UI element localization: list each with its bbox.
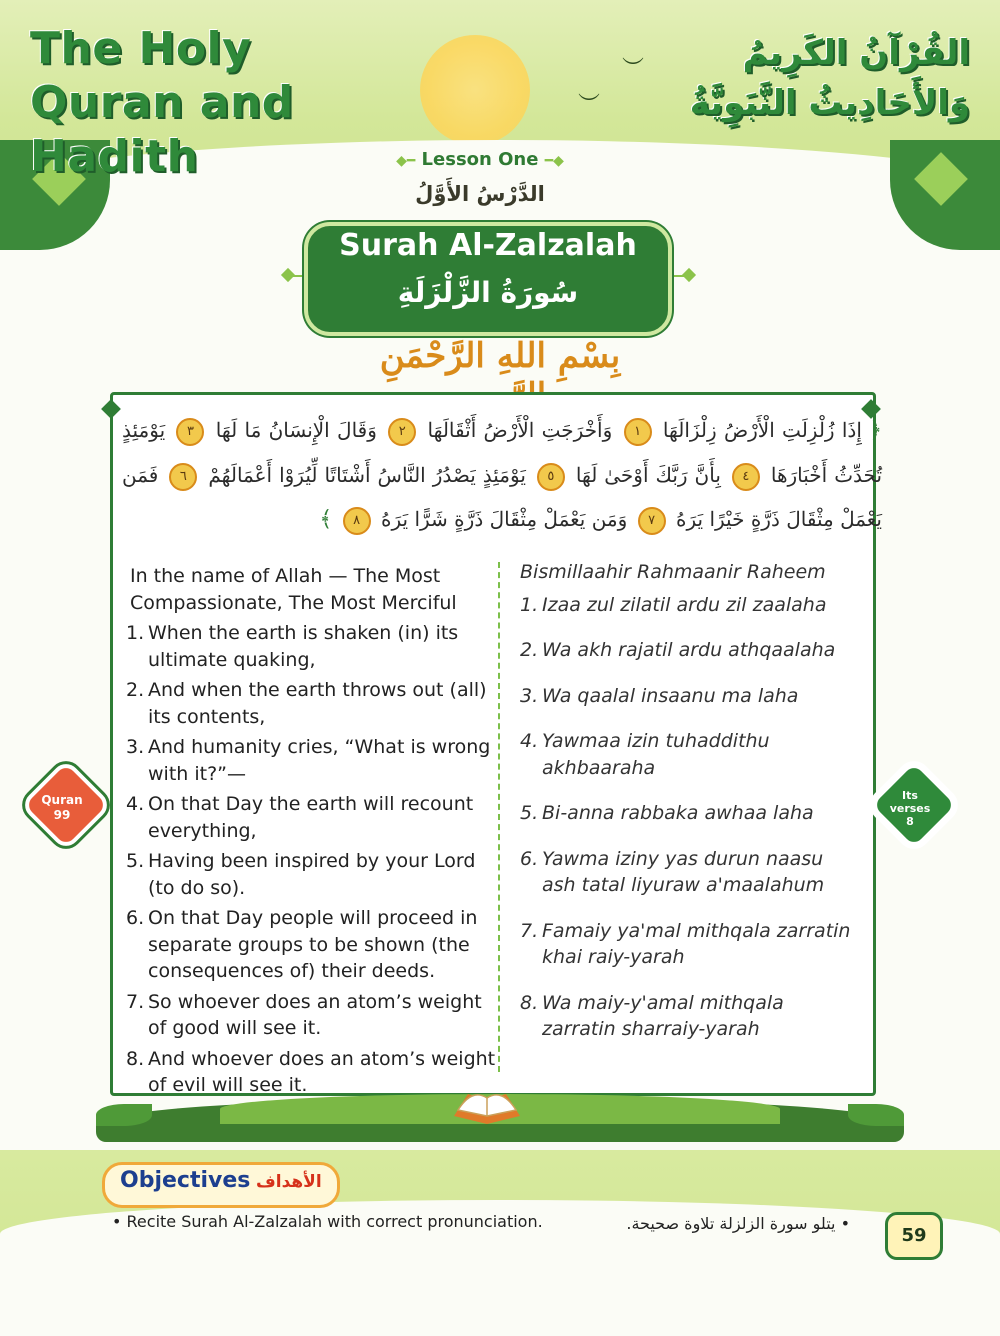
ayah-number: ٧ — [638, 507, 666, 535]
item-text: Having been inspired by your Lord (to do so). — [148, 850, 476, 899]
verse-text: يَوْمَئِذٍ تُحَدِّثُ أَخْبَارَهَا — [122, 418, 883, 487]
list-item — [126, 677, 496, 730]
quran-book-icon — [446, 1080, 528, 1124]
item-text: So whoever does an atom’s weight of good will see it. — [148, 990, 482, 1039]
item-number: 8. — [520, 991, 539, 1014]
list-item — [520, 990, 860, 1043]
verse-text: فَمَن يَعْمَلْ مِثْقَالَ ذَرَّةٍ خَيْرًا يَرَهُ — [122, 463, 882, 531]
objective-item-en: • Recite Surah Al-Zalzalah with correct pronunciation. — [112, 1212, 543, 1231]
item-number: 2. — [126, 679, 145, 701]
list-item — [520, 592, 860, 619]
ayah-number: ٦ — [169, 463, 197, 491]
english-translation — [126, 563, 496, 1099]
list-item — [520, 918, 860, 971]
item-text: When the earth is shaken (in) its ultimate quaking, — [148, 622, 459, 671]
ornament-icon: ﴿ — [869, 418, 883, 443]
verse-text: وَقَالَ الْإِنسَانُ مَا لَهَا — [215, 418, 377, 442]
list-item — [520, 728, 860, 781]
item-text: Wa qaalal insaanu ma laha — [542, 684, 799, 707]
book-title-en: The Holy Quran and Hadith — [30, 23, 294, 182]
list-item — [126, 620, 496, 673]
item-number: 6. — [520, 847, 539, 870]
verse-text: بِأَنَّ رَبَّكَ أَوْحَىٰ لَهَا — [575, 463, 721, 487]
item-text: Yawma iziny yas durun naasu ash tatal liyuraw a'maalahum — [542, 847, 825, 896]
verse-text: وَأَخْرَجَتِ الْأَرْضُ أَثْقَالَهَا — [427, 418, 613, 442]
transliteration-intro: Bismillaahir Rahmaanir Raheem — [520, 561, 826, 583]
verse-text: إِذَا زُلْزِلَتِ الْأَرْضُ زِلْزَالَهَا — [662, 418, 862, 442]
item-number: 1. — [520, 593, 539, 616]
ornament-icon: ◆━ — [396, 153, 416, 169]
ayah-number: ٣ — [176, 418, 204, 446]
ornament-icon: ﴾ — [319, 507, 333, 532]
objectives-label-ar: الأهداف — [256, 1172, 322, 1192]
surah-number-badge-text: Quran 99 — [41, 793, 83, 822]
item-number: 5. — [126, 850, 145, 872]
item-text: On that Day people will proceed in separate groups to be shown (the consequences of) their deeds. — [148, 907, 478, 982]
star-icon — [914, 152, 968, 206]
list-item — [126, 848, 496, 901]
transliteration — [520, 559, 860, 1043]
list-item — [520, 683, 860, 710]
list-item — [126, 905, 496, 985]
ayah-number: ٨ — [343, 507, 371, 535]
item-number: 7. — [126, 990, 145, 1013]
item-text: Famaiy ya'mal mithqala zarratin khai raiy-yarah — [542, 919, 851, 968]
surah-title-ar: سُورَةُ الزَّلْزَلَةِ — [397, 276, 579, 309]
list-item — [520, 800, 860, 827]
item-text: Izaa zul zilatil ardu zil zaalaha — [542, 593, 827, 616]
item-number: 3. — [520, 684, 539, 707]
item-text: And when the earth throws out (all) its contents, — [148, 679, 487, 728]
objective-item-ar: • يتلو سورة الزلزلة تلاوة صحيحة. — [626, 1214, 850, 1233]
translation-intro: In the name of Allah — The Most Compassionate, The Most Merciful — [130, 565, 457, 614]
item-text: Wa akh rajatil ardu athqaalaha — [542, 639, 836, 661]
list-item — [126, 734, 496, 787]
bird-icon: ︶ — [622, 57, 645, 82]
book-title-ar: القُرْآنُ الكَرِيمُ وَالأَحَادِيثُ النَّبَوِيَّةُ — [689, 33, 970, 123]
list-item — [520, 637, 860, 664]
item-text: Yawmaa izin tuhaddithu akhbaaraha — [542, 730, 770, 779]
leaf-icon — [96, 1104, 152, 1126]
item-text: And humanity cries, “What is wrong with it?”— — [148, 736, 491, 785]
item-number: 3. — [126, 736, 145, 758]
verse-count-badge-text: Its verses 8 — [889, 789, 931, 828]
list-item — [126, 989, 496, 1042]
item-text: And whoever does an atom’s weight of evil will see it. — [148, 1047, 496, 1096]
ayah-number: ٢ — [388, 418, 416, 446]
ornament-icon: ━◆ — [544, 153, 564, 169]
sun-illustration — [420, 35, 530, 145]
lesson-label-ar: الدَّرْسُ الأَوَّلُ — [415, 182, 545, 206]
ayah-number: ٥ — [537, 463, 565, 491]
item-text: Wa maiy-y'amal mithqala zarratin sharraiy-yarah — [542, 991, 784, 1040]
item-number: 8. — [126, 1047, 145, 1070]
arabic-verses — [122, 408, 882, 542]
page-number: 59 — [885, 1212, 943, 1260]
list-item — [126, 791, 496, 844]
item-number: 4. — [520, 730, 539, 752]
ayah-number: ١ — [624, 418, 652, 446]
item-text: On that Day the earth will recount everything, — [148, 793, 474, 842]
objectives-label-en: Objectives — [120, 1168, 251, 1193]
list-item — [520, 846, 860, 899]
leaf-icon — [848, 1104, 904, 1126]
bird-icon: ︶ — [578, 93, 601, 118]
item-number: 4. — [126, 793, 145, 815]
item-number: 6. — [126, 907, 145, 929]
item-number: 1. — [126, 622, 145, 644]
verse-text: يَوْمَئِذٍ يَصْدُرُ النَّاسُ أَشْتَاتًا لِّيُرَوْا أَعْمَالَهُمْ — [208, 463, 526, 487]
list-item — [126, 1046, 496, 1099]
item-number: 7. — [520, 919, 539, 942]
column-divider — [498, 562, 500, 1072]
ayah-number: ٤ — [732, 463, 760, 491]
item-number: 5. — [520, 802, 539, 824]
lesson-label-en: ◆━ Lesson One ━◆ — [396, 149, 564, 170]
basmala-calligraphy: بِسْمِ اللهِ الرَّحْمَنِ — [379, 336, 621, 376]
item-text: Bi-anna rabbaka awhaa laha — [542, 802, 814, 824]
verse-text: وَمَن يَعْمَلْ مِثْقَالَ ذَرَّةٍ شَرًّا يَرَهُ — [381, 507, 628, 531]
item-number: 2. — [520, 639, 539, 661]
surah-title-en: Surah Al-Zalzalah — [339, 228, 637, 263]
